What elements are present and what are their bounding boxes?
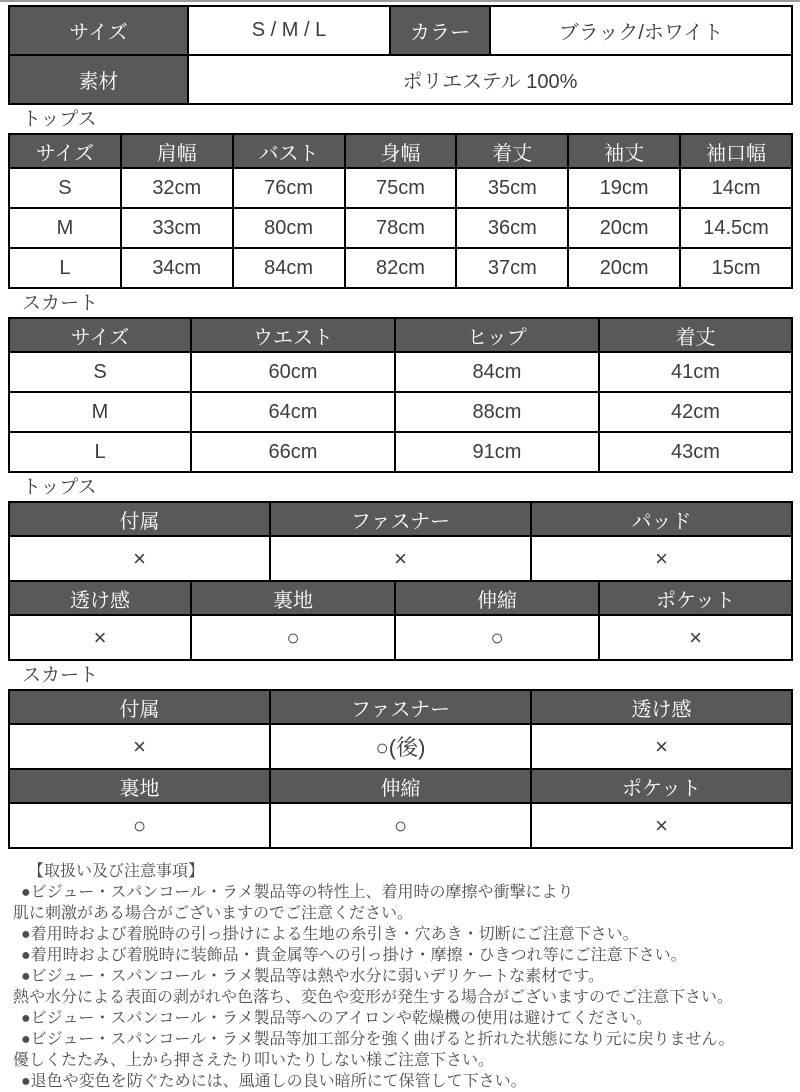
measurement-cell: 64cm xyxy=(191,392,395,432)
table-header-row xyxy=(9,769,792,803)
table-row xyxy=(9,615,792,660)
measurement-cell: 82cm xyxy=(345,248,457,288)
measurement-cell: 32cm xyxy=(121,168,233,208)
material-value-cell: ポリエステル 100% xyxy=(188,55,792,104)
feature-value-cell: × xyxy=(9,724,270,769)
handling-note-line: ●ビジュー・スパンコール・ラメ製品等は熱や水分に弱いデリケートな素材です。 xyxy=(21,968,604,985)
measurement-cell: 19cm xyxy=(568,168,680,208)
feature-header-cell: ポケット xyxy=(599,581,792,615)
size-header-cell: サイズ xyxy=(9,6,188,55)
tops-features-table-part2 xyxy=(8,580,793,661)
measurement-cell: 35cm xyxy=(456,168,568,208)
section-label-skirt-features: スカート xyxy=(22,665,99,686)
measurement-cell: 37cm xyxy=(456,248,568,288)
column-header-cell: サイズ xyxy=(9,318,191,352)
table-row xyxy=(9,432,792,472)
size-value-cell: S / M / L xyxy=(188,6,390,55)
size-chart-content xyxy=(0,2,800,1092)
measurement-cell: 15cm xyxy=(680,248,792,288)
measurement-cell: 76cm xyxy=(233,168,345,208)
feature-header-cell: 裏地 xyxy=(9,769,270,803)
table-row xyxy=(9,352,792,392)
table-row xyxy=(9,208,792,248)
handling-notes-title: 【取扱い及び注意事項】 xyxy=(28,863,205,880)
measurement-cell: S xyxy=(9,168,121,208)
handling-note-line: ●ビジュー・スパンコール・ラメ製品等の特性上、着用時の摩擦や衝撃により xyxy=(21,884,574,901)
table-header-row xyxy=(9,690,792,724)
section-label-tops-measurements: トップス xyxy=(22,109,97,130)
column-header-cell: バスト xyxy=(233,134,345,168)
tops-features-table-part1 xyxy=(8,501,793,582)
material-header-cell: 素材 xyxy=(9,55,188,104)
feature-header-cell: 付属 xyxy=(9,690,270,724)
column-header-cell: 袖口幅 xyxy=(680,134,792,168)
measurement-cell: 42cm xyxy=(599,392,792,432)
measurement-cell: 14cm xyxy=(680,168,792,208)
column-header-cell: 着丈 xyxy=(599,318,792,352)
skirt-features-table-part2 xyxy=(8,768,793,849)
skirt-measurements-table xyxy=(8,317,793,473)
measurement-cell: 84cm xyxy=(233,248,345,288)
measurement-cell: 66cm xyxy=(191,432,395,472)
measurement-cell: 20cm xyxy=(568,248,680,288)
feature-header-cell: ファスナー xyxy=(270,502,531,536)
handling-note-line: ●着用時および着脱時に装飾品・貴金属等への引っ掛け・摩擦・ひきつれ等にご注意下さい。 xyxy=(21,947,687,964)
handling-note-line: 肌に刺激がある場合がございますのでご注意ください。 xyxy=(13,905,414,922)
column-header-cell: 着丈 xyxy=(456,134,568,168)
column-header-cell: ウエスト xyxy=(191,318,395,352)
measurement-cell: 14.5cm xyxy=(680,208,792,248)
measurement-cell: 36cm xyxy=(456,208,568,248)
measurement-cell: 84cm xyxy=(395,352,599,392)
color-header-cell: カラー xyxy=(390,6,490,55)
measurement-cell: L xyxy=(9,432,191,472)
table-row xyxy=(9,248,792,288)
feature-header-cell: パッド xyxy=(531,502,792,536)
feature-header-cell: 透け感 xyxy=(531,690,792,724)
measurement-cell: 91cm xyxy=(395,432,599,472)
handling-note-line: 熱や水分による表面の剥がれや色落ち、変色や変形が発生する場合がございますのでご注意下さい。 xyxy=(13,989,734,1006)
table-header-row xyxy=(9,134,792,168)
measurement-cell: 60cm xyxy=(191,352,395,392)
feature-value-cell: × xyxy=(531,536,792,581)
column-header-cell: ヒップ xyxy=(395,318,599,352)
feature-value-cell: × xyxy=(531,803,792,848)
handling-note-line: ●ビジュー・スパンコール・ラメ製品等へのアイロンや乾燥機の使用は避けてください。 xyxy=(21,1010,653,1027)
feature-header-cell: 伸縮 xyxy=(270,769,531,803)
feature-value-cell: ○ xyxy=(191,615,395,660)
table-row xyxy=(9,536,792,581)
column-header-cell: 袖丈 xyxy=(568,134,680,168)
column-header-cell: サイズ xyxy=(9,134,121,168)
feature-value-cell: × xyxy=(531,724,792,769)
measurement-cell: 33cm xyxy=(121,208,233,248)
feature-value-cell: ○ xyxy=(395,615,599,660)
feature-header-cell: ファスナー xyxy=(270,690,531,724)
feature-header-cell: 裏地 xyxy=(191,581,395,615)
table-header-row xyxy=(9,502,792,536)
table-row xyxy=(9,392,792,432)
feature-value-cell: ○ xyxy=(270,803,531,848)
feature-header-cell: 透け感 xyxy=(9,581,191,615)
handling-note-line: ●退色や変色を防ぐためには、風通しの良い暗所にて保管して下さい。 xyxy=(21,1073,527,1090)
feature-value-cell: × xyxy=(9,536,270,581)
skirt-features-table-part1 xyxy=(8,689,793,770)
feature-header-cell: 付属 xyxy=(9,502,270,536)
measurement-cell: S xyxy=(9,352,191,392)
measurement-cell: 75cm xyxy=(345,168,457,208)
handling-note-line: ●着用時および着脱時の引っ掛けによる生地の糸引き・穴あき・切断にご注意下さい。 xyxy=(21,926,639,943)
measurement-cell: 20cm xyxy=(568,208,680,248)
column-header-cell: 身幅 xyxy=(345,134,457,168)
table-row xyxy=(9,724,792,769)
tops-measurements-table xyxy=(8,133,793,289)
feature-value-cell: × xyxy=(270,536,531,581)
measurement-cell: M xyxy=(9,392,191,432)
measurement-cell: 41cm xyxy=(599,352,792,392)
handling-notes xyxy=(13,861,793,1092)
feature-value-cell: × xyxy=(9,615,191,660)
handling-note-line: 優しくたたみ、上から押さえたり叩いたりしない様ご注意下さい。 xyxy=(13,1052,494,1069)
measurement-cell: L xyxy=(9,248,121,288)
feature-value-cell: ○ xyxy=(9,803,270,848)
measurement-cell: 80cm xyxy=(233,208,345,248)
measurement-cell: M xyxy=(9,208,121,248)
feature-header-cell: ポケット xyxy=(531,769,792,803)
table-header-row xyxy=(9,581,792,615)
measurement-cell: 88cm xyxy=(395,392,599,432)
feature-value-cell: ○(後) xyxy=(270,724,531,769)
measurement-cell: 43cm xyxy=(599,432,792,472)
table-header-row xyxy=(9,318,792,352)
column-header-cell: 肩幅 xyxy=(121,134,233,168)
handling-note-line: ●ビジュー・スパンコール・ラメ製品等加工部分を強く曲げると折れた状態になり元に戻りません。 xyxy=(21,1031,735,1048)
feature-header-cell: 伸縮 xyxy=(395,581,599,615)
section-label-tops-features: トップス xyxy=(22,477,97,498)
product-info-table xyxy=(8,5,793,105)
measurement-cell: 34cm xyxy=(121,248,233,288)
table-row xyxy=(9,803,792,848)
color-value-cell: ブラック/ホワイト xyxy=(490,6,792,55)
section-label-skirt-measurements: スカート xyxy=(22,293,99,314)
measurement-cell: 78cm xyxy=(345,208,457,248)
feature-value-cell: × xyxy=(599,615,792,660)
table-row xyxy=(9,168,792,208)
